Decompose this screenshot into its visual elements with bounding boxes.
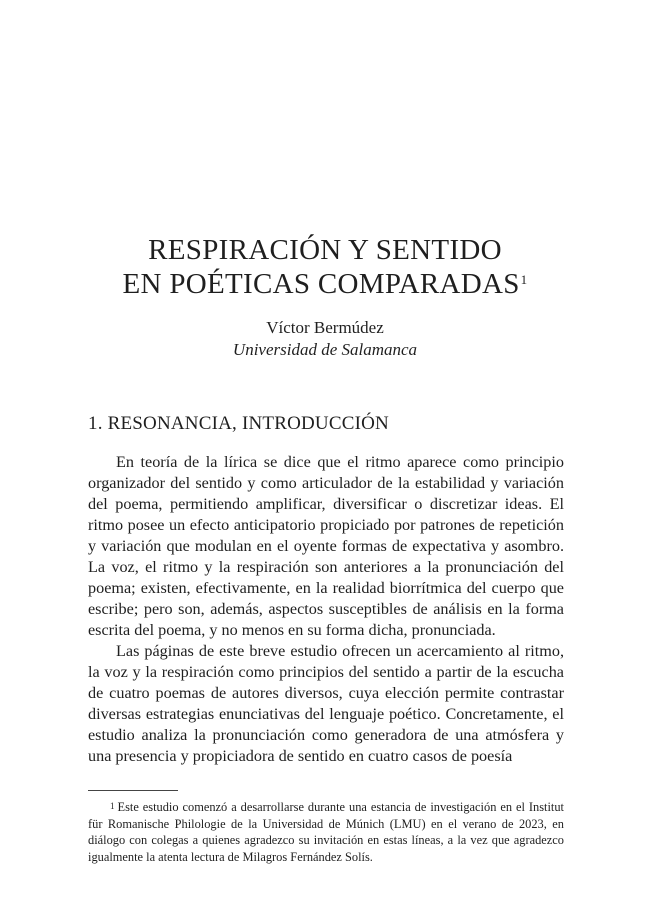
- article-title-line-2: [0, 267, 650, 301]
- section-heading: 1. RESONANCIA, INTRODUCCIÓN: [88, 413, 389, 434]
- author-affiliation: Universidad de Salamanca: [232, 340, 418, 359]
- article-title-line-1: RESPIRACIÓN Y SENTIDO: [148, 234, 502, 266]
- author-name: Víctor Bermúdez: [266, 318, 384, 337]
- paragraph: En teoría de la lírica se dice que el ritmo aparece como principio organizador del sentido y como articulador de la estabilidad y variación del poema, permitiendo amplificar, diversificar o discretizar ideas. El ritmo posee un efecto anticipatorio propiciado por patrones de repetición y variación que modulan en el oyente formas de expectativa y asombro. La voz, el ritmo y la respiración son anteriores a la pronunciación del poema; existen, efectivamente, en la realidad biorrítmica del cuerpo que escribe; pero son, además, aspectos susceptibles de análisis en la forma escrita del poema, y no menos en su forma dicha, pronunciada.: [88, 453, 564, 639]
- footnote-reference[interactable]: 1: [520, 272, 528, 287]
- footnote-divider: [88, 790, 178, 791]
- body-text: [88, 452, 564, 767]
- footnote-text: Este estudio comenzó a desarrollarse durante una estancia de investigación en el Institut für Romanische Philologie de la Universidad de Múnich (LMU) en el verano de 2023, en diálogo con colegas a quienes agradezco su invitación en estas líneas, a la vez que agradezco igualmente la atenta lectura de Milagros Fernández Solís.: [88, 800, 564, 864]
- article-title-line-2-text: EN POÉTICAS COMPARADAS: [122, 268, 520, 300]
- footnote-marker: 1: [110, 801, 115, 811]
- paragraph: Las páginas de este breve estudio ofrecen un acercamiento al ritmo, la voz y la respiración como principios del sentido a partir de la escucha de cuatro poemas de autores diversos, cuya elección permite contrastar diversas estrategias enunciativas del lenguaje poético. Concretamente, el estudio analiza la pronunciación como generadora de una atmósfera y una presencia y propiciadora de sentido en cuatro casos de poesía: [88, 642, 564, 765]
- footnote: [88, 799, 564, 865]
